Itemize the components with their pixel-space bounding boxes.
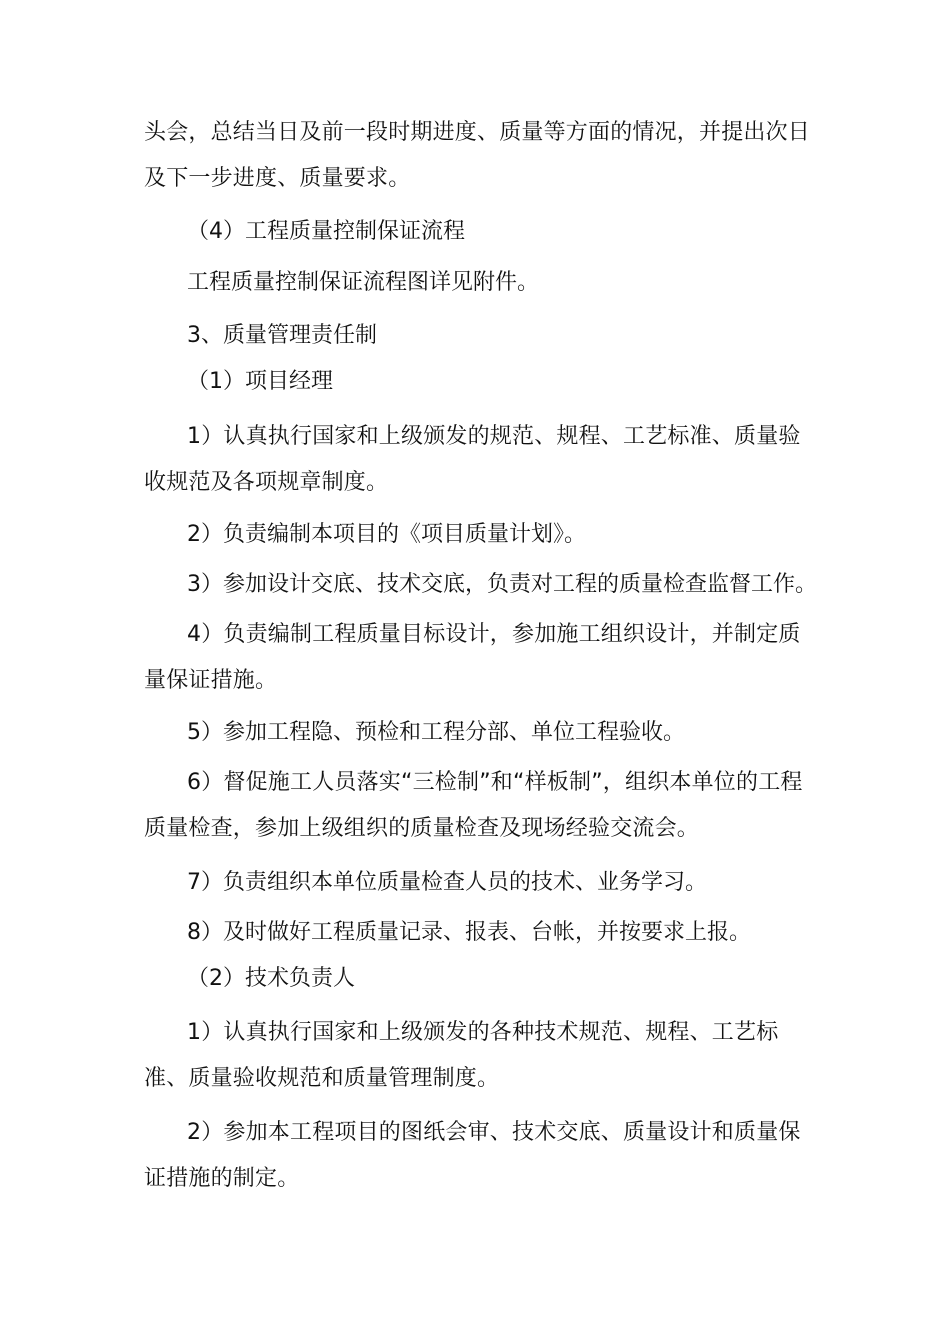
list-item-pm-4: 4）负责编制工程质量目标设计，参加施工组织设计，并制定质量保证措施。 (144, 622, 801, 693)
section-heading-4: （4）工程质量控制保证流程 (187, 219, 465, 244)
list-item-pm-6: 6）督促施工人员落实“三检制”和“样板制”，组织本单位的工程质量检查，参加上级组织的质量检查及现场经验交流会。 (144, 770, 803, 841)
subsection-heading-technical-lead: （2）技术负责人 (187, 966, 355, 991)
list-item-pm-8: 8）及时做好工程质量记录、报表、台帐，并按要求上报。 (187, 920, 751, 945)
subsection-heading-project-manager: （1）项目经理 (187, 369, 333, 394)
paragraph-continuation: 头会，总结当日及前一段时期进度、质量等方面的情况，并提出次日及下一步进度、质量要求。 (144, 120, 811, 191)
list-item-pm-5: 5）参加工程隐、预检和工程分部、单位工程验收。 (187, 720, 685, 745)
list-item-pm-2: 2）负责编制本项目的《项目质量计划》。 (187, 522, 586, 547)
list-item-pm-3: 3）参加设计交底、技术交底，负责对工程的质量检查监督工作。 (187, 572, 817, 597)
paragraph-flowchart-note: 工程质量控制保证流程图详见附件。 (187, 270, 540, 295)
list-item-tl-2: 2）参加本工程项目的图纸会审、技术交底、质量设计和质量保证措施的制定。 (144, 1120, 801, 1191)
section-heading-3: 3、质量管理责任制 (187, 323, 377, 348)
list-item-pm-7: 7）负责组织本单位质量检查人员的技术、业务学习。 (187, 870, 707, 895)
list-item-pm-1: 1）认真执行国家和上级颁发的规范、规程、工艺标准、质量验收规范及各项规章制度。 (144, 424, 801, 495)
list-item-tl-1: 1）认真执行国家和上级颁发的各种技术规范、规程、工艺标准、质量验收规范和质量管理制度。 (144, 1020, 779, 1091)
